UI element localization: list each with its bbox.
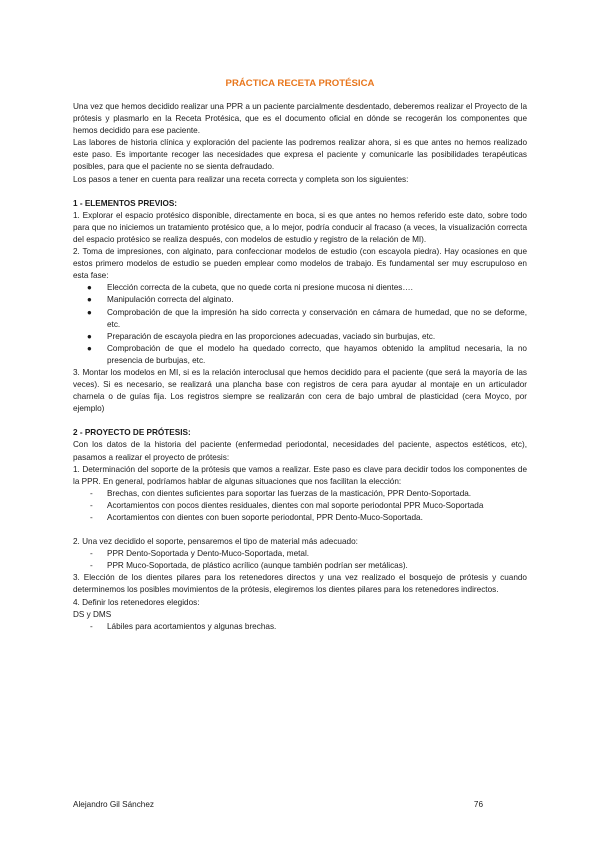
- bullet-icon: ●: [87, 283, 92, 293]
- section-2-dash-list-1: [73, 488, 527, 524]
- section-2-step-3: 3. Elección de los dientes pilares para los retenedores directos y una vez realizado el bosquejo de prótesis y cuando determinemos los posibles movimientos de la prótesis, elegiremos los dientes pilares para los retenedores indirectos.: [73, 573, 527, 595]
- section-2-step-1: 1. Determinación del soporte de la prótesis que vamos a realizar. Este paso es clave para decidir todos los componentes de la PPR. En general, podríamos hablar de algunas situaciones que nos facilitan la elección:: [73, 464, 527, 486]
- document-title: PRÁCTICA RECETA PROTÉSICA: [225, 78, 375, 89]
- list-item: ● Comprobación de que el modelo ha quedado correcto, que hayamos obtenido la amplitud necesaria, la no presencia de burbujas, etc.: [87, 343, 527, 365]
- section-1-heading: 1 - ELEMENTOS PREVIOS:: [73, 198, 178, 208]
- bullet-icon: ●: [87, 331, 92, 341]
- dash-icon: -: [90, 513, 93, 522]
- list-item: - Brechas, con dientes suficientes para soportar las fuerzas de la masticación, PPR Dento-Soportada.: [73, 488, 527, 500]
- bullet-icon: ●: [87, 295, 92, 305]
- page-footer: [73, 800, 483, 809]
- dash-icon: -: [90, 561, 93, 571]
- section-1-bullet-list: [73, 282, 527, 367]
- section-1-step-2: 2. Toma de impresiones, con alginato, para confeccionar modelos de estudio (con escayola piedra). Hay ocasiones en que estos primero modelos de estudio se pueden emplear como modelos de trabajo. Es fundamental ser muy escrupuloso en esta fase:: [73, 247, 527, 281]
- dash-icon: -: [90, 549, 93, 559]
- list-item: - Lábiles para acortamientos y algunas brechas.: [73, 621, 527, 633]
- section-2-dash-list-3: [73, 621, 527, 633]
- footer-author: Alejandro Gil Sánchez: [73, 800, 155, 809]
- list-item: ● Elección correcta de la cubeta, que no quede corta ni presione mucosa ni dientes….: [73, 282, 527, 294]
- section-2-subheading-ds-dms: DS y DMS: [73, 609, 112, 619]
- section-2-intro: Con los datos de la historia del paciente (enfermedad periodontal, necesidades del paciente, aspectos estéticos, etc), pasamos a realizar el proyecto de prótesis:: [73, 440, 527, 462]
- section-1-step-3: 3. Montar los modelos en MI, si es la relación interoclusal que hemos decidido para el paciente (que será la mayoría de las veces). Si es necesario, se realizará una plancha base con registros de cera para ayudar al montaje en un articulador charnela o de guías fija. Los registros siempre se realizarán con cera de bajo umbral de plasticidad (cera Moyco, por ejemplo): [73, 367, 527, 414]
- list-item: - Acortamientos con pocos dientes residuales, dientes con mal soporte periodontal PPR Muco-Soportada: [73, 500, 527, 512]
- section-2-heading: 2 - PROYECTO DE PRÓTESIS:: [73, 428, 191, 438]
- section-2-dash-list-2: [73, 548, 527, 572]
- list-item: ● Manipulación correcta del alginato.: [73, 294, 527, 306]
- section-2-step-2: 2. Una vez decidido el soporte, pensaremos el tipo de material más adecuado:: [73, 537, 358, 547]
- dash-icon: -: [90, 500, 93, 510]
- intro-paragraph-3: Los pasos a tener en cuenta para realizar una receta correcta y completa son los siguientes:: [73, 174, 409, 184]
- document-page: [73, 78, 527, 633]
- dash-icon: -: [90, 621, 93, 631]
- page-number: 76: [473, 800, 483, 809]
- list-item: ● Comprobación de que la impresión ha sido correcta y conservación en cámara de humedad, que no se deforme, etc.: [87, 307, 527, 329]
- list-item: ● Preparación de escayola piedra en las proporciones adecuadas, vaciado sin burbujas, etc.: [73, 331, 527, 343]
- bullet-icon: ●: [87, 343, 92, 353]
- list-item: - PPR Dento-Soportada y Dento-Muco-Soportada, metal.: [73, 548, 527, 560]
- dash-icon: -: [90, 488, 93, 498]
- section-1-step-1: 1. Explorar el espacio protésico disponible, directamente en boca, si es que antes no hemos referido este dato, sobre todo para que no iniciemos un tratamiento protésico que, a lo mejor, podría conducir al fracaso (a veces, la visualización correcta del espacio protésico se realiza después, con modelos de estudio y registro de la relación de MI).: [73, 210, 527, 244]
- intro-paragraph-1: Una vez que hemos decidido realizar una PPR a un paciente parcialmente desdentado, deberemos realizar el Proyecto de la prótesis y plasmarlo en la Receta Protésica, que es el documento oficial en dónde se recogerán los componentes que hemos decidido para ese paciente.: [73, 102, 527, 136]
- section-2-step-4: 4. Definir los retenedores elegidos:: [73, 597, 200, 607]
- bullet-icon: ●: [87, 307, 92, 317]
- intro-paragraph-2: Las labores de historia clínica y exploración del paciente las podremos realizar ahora, si es que antes no hemos realizado este paso. Es importante recoger las necesidades que expresa el paciente y comunicarle las posibilidades terapéuticas posibles, para que el paciente no se sienta defraudado.: [73, 138, 527, 172]
- list-item: - Acortamientos con dientes con buen soporte periodontal, PPR Dento-Muco-Soportada.: [73, 512, 527, 524]
- list-item: - PPR Muco-Soportada, de plástico acrílico (aunque también podrían ser metálicas).: [73, 560, 527, 572]
